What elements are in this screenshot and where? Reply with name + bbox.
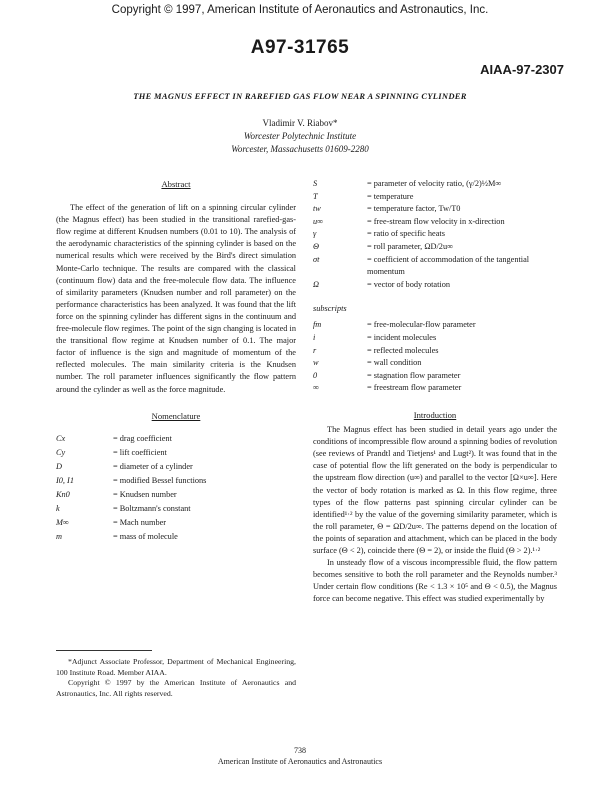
nomenclature-definition: = lift coefficient <box>113 447 167 457</box>
nomenclature-heading: Nomenclature <box>151 410 201 421</box>
nomenclature-row <box>313 216 557 229</box>
subscript-symbol: r <box>313 345 317 355</box>
footnote-divider <box>56 650 152 651</box>
nomenclature-row <box>313 191 557 204</box>
subscript-symbol: i <box>313 333 316 343</box>
nomenclature-row <box>56 502 296 516</box>
subscript-definition: = freestream flow parameter <box>367 383 462 393</box>
nomenclature-symbol: γ <box>313 229 317 239</box>
page-number: 738 <box>294 746 306 755</box>
nomenclature-row <box>313 254 557 279</box>
subscript-symbol: ∞ <box>313 383 319 393</box>
nomenclature-symbol: T <box>313 191 318 201</box>
right-column <box>313 178 557 606</box>
nomenclature-row <box>313 203 557 216</box>
report-id: A97-31765 <box>250 37 350 58</box>
subscript-symbol: w <box>313 358 319 368</box>
footnote-block <box>56 657 296 699</box>
nomenclature-symbol: Θ <box>313 241 319 251</box>
nomenclature-definition: = temperature factor, Tw/T0 <box>367 204 461 214</box>
subscript-definition: = wall condition <box>367 358 422 368</box>
subscript-definition: = stagnation flow parameter <box>367 370 461 380</box>
nomenclature-symbol: Cx <box>56 433 66 443</box>
nomenclature-symbol: I0, I1 <box>56 475 74 485</box>
nomenclature-definition: = drag coefficient <box>113 433 172 443</box>
nomenclature-definition: = vector of body rotation <box>367 279 451 289</box>
introduction-heading: Introduction <box>413 410 457 420</box>
subscript-row <box>313 345 557 358</box>
nomenclature-symbol: D <box>56 461 62 471</box>
introduction-paragraph-2: In unsteady flow of a viscous incompressible fluid, the flow pattern becomes sensitive to both the roll parameter and the Reynolds number.³ Under certain flow conditions (Re < 1.3 × 10⁵ and Θ < 0.5), the Magnus force can become negative. This effect was studied experimentally by <box>313 558 557 604</box>
nomenclature-row <box>56 446 296 460</box>
subscript-row <box>313 382 557 395</box>
nomenclature-row <box>313 228 557 241</box>
copyright-notice: Copyright © 1997, American Institute of Aeronautics and Astronautics, Inc. <box>111 4 489 16</box>
nomenclature-definition: = Boltzmann's constant <box>113 503 191 513</box>
nomenclature-definition: = coefficient of accommodation of the tangential momentum <box>367 254 530 277</box>
nomenclature-row <box>56 516 296 530</box>
nomenclature-symbol: Cy <box>56 447 66 457</box>
nomenclature-table <box>56 432 296 544</box>
subscript-row <box>313 370 557 383</box>
paper-title: THE MAGNUS EFFECT IN RAREFIED GAS FLOW NEAR A SPINNING CYLINDER <box>133 91 467 101</box>
abstract-heading: Abstract <box>161 179 191 189</box>
nomenclature-definition: = Knudsen number <box>113 489 177 499</box>
author-name: Vladimir V. Riabov* <box>262 118 338 128</box>
abstract-text: The effect of the generation of lift on a spinning circular cylinder (the Magnus effect) has been studied in the transitional rarefied-gas-flow regime at different Knudsen numbers (0.01 to 10). The analysis of the aerodynamic characteristics of the spinning cylinder is based on the numerical results which were received by the Bird's direct simulation Monte-Carlo technique. The results are compared with the classical (continuum flow) data and the free-molecule flow data. The influence of similarity parameters (Knudsen number and roll parameter) on the performance characteristics has been analyzed. It was found that the lift force on the spinning cylinder has different signs in the continuum and free-molecule flow regimes. The point of the sign changing is located in the transitional flow regime at Knudsen number of 0.1. The major factor of influence is the sign and magnitude of momentum of the reflected molecules. The main similarity criteria is the Knudsen number. The roll parameter influences significantly the flow pattern around the cylinder as well as the force magnitude. <box>56 203 296 394</box>
nomenclature-definition: = modified Bessel functions <box>113 475 207 485</box>
nomenclature-table-continued <box>313 178 557 291</box>
introduction-paragraph-1: The Magnus effect has been studied in detail years ago under the conditions of incompressible flow around a spinning bodies of revolution (see reviews of Prandtl and Tietjens¹ and Lugt²). It was found that in the case of potential flow the lift generated on the body is perpendicular to the upstream flow direction (u∞) and parallel to the vector [Ω×u∞]. Here the vector of body rotation is marked as Ω. In this flow regime, three types of the flow patterns past spinning circular cylinder can be identified¹·² by the value of the governing similarity parameter, which is the roll parameter, Θ = ΩD/2u∞. The patterns depend on the location of the points of separation and attachment, which can be placed in the body surface (Θ < 2), coincide there (Θ = 2), or inside the fluid (Θ > 2).¹·² <box>313 425 557 556</box>
nomenclature-symbol: S <box>313 179 318 188</box>
subscripts-heading: subscripts <box>313 304 347 314</box>
nomenclature-definition: = temperature <box>367 191 414 201</box>
nomenclature-row <box>313 178 557 191</box>
subscript-definition: = incident molecules <box>367 333 437 343</box>
nomenclature-symbol: k <box>56 503 60 513</box>
nomenclature-definition: = ratio of specific heats <box>367 229 445 239</box>
paper-number: AIAA-97-2307 <box>480 62 564 77</box>
subscript-definition: = free-molecular-flow parameter <box>367 320 476 330</box>
nomenclature-row <box>56 488 296 502</box>
subscript-row <box>313 357 557 370</box>
nomenclature-symbol: tw <box>313 204 321 214</box>
nomenclature-definition: = parameter of velocity ratio, (γ/2)½M∞ <box>367 179 502 188</box>
nomenclature-symbol: m <box>56 531 62 541</box>
subscript-symbol: fm <box>313 320 322 330</box>
nomenclature-definition: = diameter of a cylinder <box>113 461 193 471</box>
subscript-definition: = reflected molecules <box>367 345 439 355</box>
nomenclature-definition: = free-stream flow velocity in x-direction <box>367 216 505 226</box>
author-footnote: *Adjunct Associate Professor, Department of Mechanical Engineering, 100 Institute Road. Member AIAA. <box>56 657 296 677</box>
copyright-footnote: Copyright © 1997 by the American Institute of Aeronautics and Astronautics, Inc. All rights reserved. <box>56 678 296 698</box>
nomenclature-row <box>56 530 296 544</box>
nomenclature-row <box>313 241 557 254</box>
left-column <box>56 178 296 544</box>
nomenclature-row <box>56 474 296 488</box>
nomenclature-symbol: M∞ <box>56 517 69 527</box>
nomenclature-symbol: Kn0 <box>56 489 70 499</box>
nomenclature-row <box>56 460 296 474</box>
nomenclature-row <box>313 279 557 292</box>
nomenclature-symbol: σt <box>313 254 320 264</box>
nomenclature-definition: = Mach number <box>113 517 167 527</box>
nomenclature-definition: = roll parameter, ΩD/2u∞ <box>367 241 454 251</box>
subscript-symbol: 0 <box>313 370 318 380</box>
publisher-footer: American Institute of Aeronautics and Astronautics <box>217 757 383 766</box>
author-affiliation: Worcester Polytechnic Institute <box>243 131 357 141</box>
nomenclature-symbol: Ω <box>313 279 319 289</box>
author-address: Worcester, Massachusetts 01609-2280 <box>231 144 369 154</box>
subscripts-table <box>313 319 557 395</box>
subscript-row <box>313 319 557 332</box>
subscript-row <box>313 332 557 345</box>
nomenclature-definition: = mass of molecule <box>113 531 178 541</box>
nomenclature-symbol: u∞ <box>313 216 324 226</box>
nomenclature-row <box>56 432 296 446</box>
